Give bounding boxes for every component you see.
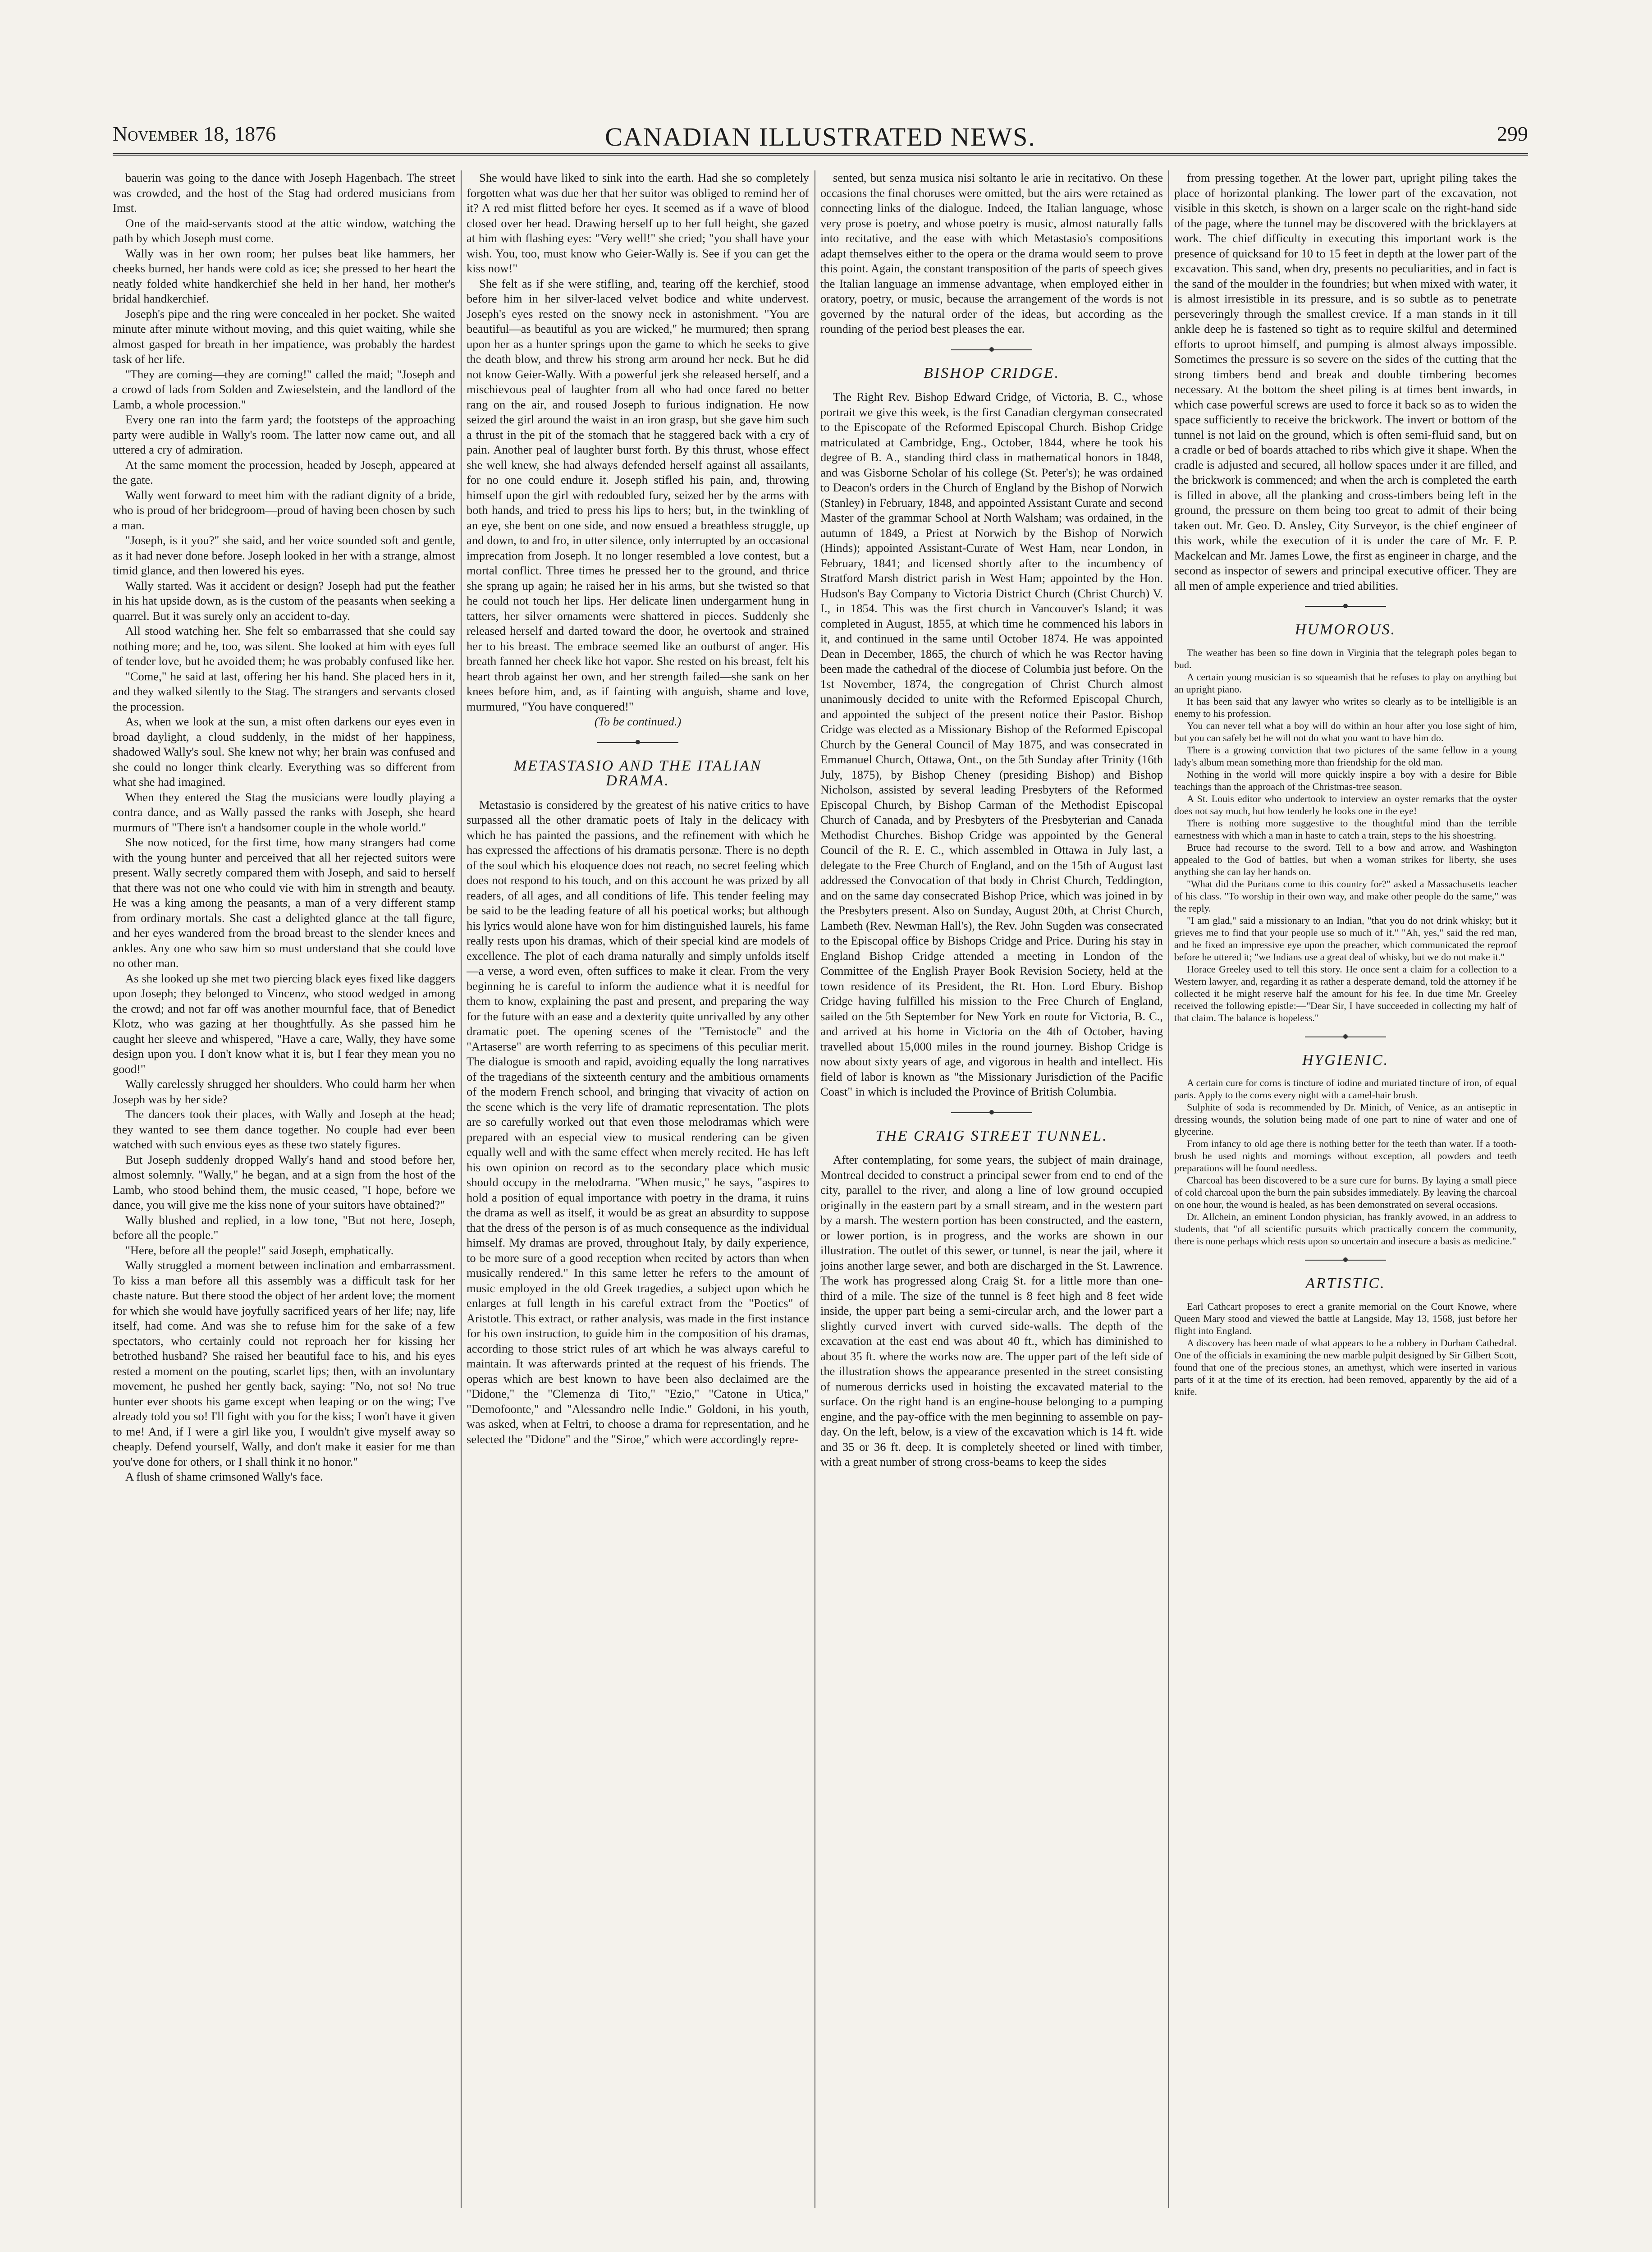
- paragraph: "They are coming—they are coming!" called the maid; "Joseph and a crowd of lads from Solden and Zwieselstein, and the landlord of the Lamb, a whole procession.": [113, 367, 455, 411]
- masthead: [113, 122, 1528, 156]
- article-bishop-cridge: [820, 390, 1163, 1100]
- paragraph: sented, but senza musica nisi soltanto le arie in recitativo. On these occasions the final choruses were omitted, but the airs were retained as connecting links of the dialogue. Indeed, the Italian language, whose very prose is poetry, and whose poetry is music, almost naturally falls into recitative, and the ease with which Metastasio's compositions adapt themselves either to the opera or the drama would seem to prove this point. Again, the constant transposition of the parts of speech gives the Italian language an immense advantage, when employed either in oratory, poetry, or music, because the arrangement of the words is not governed by the natural order of the ideas, but according as the rounding of the period best pleases the ear.: [820, 171, 1163, 335]
- section-divider: [951, 349, 1032, 350]
- paragraph: You can never tell what a boy will do within an hour after you lose sight of him, but you can safely bet he will not do what you want to have him do.: [1174, 720, 1517, 743]
- article-craig-street-tunnel: [820, 1152, 1163, 1470]
- section-divider: [1305, 606, 1386, 607]
- paragraph: As, when we look at the sun, a mist often darkens our eyes even in broad daylight, a cloud suddenly, in the midst of her happiness, shadowed Wally's soul. She knew not why; her brain was confused and she could no longer think clearly. Everything was so different from what she had imagined.: [113, 715, 455, 789]
- column-4: [1174, 170, 1517, 2208]
- section-divider: [951, 1112, 1032, 1113]
- paragraph: A certain cure for corns is tincture of iodine and muriated tincture of iron, of equal parts. Apply to the corns every night with a camel-hair brush.: [1174, 1077, 1517, 1101]
- paragraph: Dr. Allchein, an eminent London physician, has frankly avowed, in an address to students, that "of all scientific pursuits which practically concern the community, there is none perhaps which rests upon so uncertain and insecure a basis as medicine.": [1174, 1211, 1517, 1247]
- issue-date: November 18, 1876: [113, 122, 276, 145]
- paragraph: It has been said that any lawyer who writes so clearly as to be intelligible is an enemy to his profession.: [1174, 695, 1517, 719]
- article-metastasio-continued: [820, 170, 1163, 337]
- paragraph: All stood watching her. She felt so embarrassed that she could say nothing more; and he, too, was silent. She looked at him with eyes full of tender love, but he avoided them; he was probably confused like her.: [113, 624, 455, 668]
- paragraph: Wally blushed and replied, in a low tone, "But not here, Joseph, before all the people.": [113, 1213, 455, 1242]
- paragraph: Wally carelessly shrugged her shoulders. Who could harm her when Joseph was by her side?: [113, 1077, 455, 1106]
- paragraph: Joseph's pipe and the ring were concealed in her pocket. She waited minute after minute without moving, and this quiet waiting, while she almost gasped for breath in her impatience, was probably the hardest task of her life.: [113, 307, 455, 366]
- paragraph: At the same moment the procession, headed by Joseph, appeared at the gate.: [113, 458, 455, 486]
- section-hygienic: [1174, 1077, 1517, 1247]
- column-rule: [1168, 170, 1169, 2208]
- article-craig-street-tunnel-continued: [1174, 170, 1517, 593]
- heading-artistic: ARTISTIC.: [1305, 1275, 1386, 1292]
- paragraph: She now noticed, for the first time, how many strangers had come with the young hunter and perceived that all her rejected suitors were present. Wally secretly compared them with Joseph, and said to herself that there was not one who could vie with him in strength and beauty. He was a king among the peasants, a man of a very different stamp from ordinary mortals. She cast a delighted glance at the tall figure, and her eyes wandered from the broad breast to the slender knees and ankles. Any one who saw him so must understand that she could love no other man.: [113, 835, 455, 970]
- paragraph: A discovery has been made of what appears to be a robbery in Durham Cathedral. One of the officials in examining the new marble pulpit designed by Sir Gilbert Scott, found that one of the precious stones, an amethyst, which were inserted in various parts of it at the time of its erection, had been removed, apparently by the aid of a knife.: [1174, 1337, 1517, 1397]
- section-humorous: [1174, 647, 1517, 1024]
- paragraph: But Joseph suddenly dropped Wally's hand and stood before her, almost solemnly. "Wally," he began, and at a sign from the host of the Lamb, who stood behind them, the music ceased, "I hope, before we dance, you will give me the kiss none of your suitors have obtained?": [113, 1152, 455, 1211]
- paragraph: Wally went forward to meet him with the radiant dignity of a bride, who is proud of her bridegroom—proud of having been chosen by such a man.: [113, 488, 455, 532]
- paragraph: There is a growing conviction that two pictures of the same fellow in a young lady's album mean something more than friendship for the old man.: [1174, 744, 1517, 768]
- heading-bishop-cridge: BISHOP CRIDGE.: [924, 364, 1060, 381]
- paragraph: There is nothing more suggestive to the thoughtful mind than the terrible earnestness with which a man in haste to catch a train, steps to the his shoestring.: [1174, 817, 1517, 841]
- paragraph: The Right Rev. Bishop Edward Cridge, of Victoria, B. C., whose portrait we give this week, is the first Canadian clergyman consecrated to the Episcopate of the Reformed Episcopal Church. Bishop Cridge matriculated at Cambridge, Eng., October, 1844, where he took his degree of B. A., standing third class in mathematical honors in 1848, and was Gisborne Scholar of his college (St. Peter's); he was ordained to Deacon's orders in the Church of England by the Bishop of Norwich (Stanley) in February, 1848, and appointed Assistant Curate and second Master of the grammar School at North Walsham; was ordained, in the autumn of 1849, a Priest at Norwich by the Bishop of Norwich (Hinds); appointed Assistant-Curate of West Ham, near London, in February, 1841; and licensed shortly after to the incumbency of Stratford Marsh district parish in West Ham; appointed by the Hon. Hudson's Bay Company to Victoria District Church (Christ Church) V. I., in 1854. This was the first church in Vancouver's Island; it was completed in August, 1855, at which time he commenced his labors in it, and continued in the same until October 1874. He was appointed Dean in December, 1865, the church of which he was Rector having been made the cathedral of the diocese of Columbia just before. On the 1st November, 1874, the congregation of Christ Church almost unanimously decided to unite with the Reformed Episcopal Church, and appointed the subject of the present notice their Pastor. Bishop Cridge was elected as a Missionary Bishop of the Reformed Episcopal Church by the General Council of May 1875, and was consecrated in Emmanuel Church, Ottawa, Ont., on the 5th Sunday after Trinity (16th July, 1875), by Bishop Cheney (presiding Bishop) and Bishop Nicholson, assisted by several leading Presbyters of the Reformed Episcopal Church, by Bishop Carman of the Methodist Episcopal Church of Canada, and by Presbyters of the Presbyterian and Canada Methodist Churches. Bishop Cridge was appointed by the General Council of the R. E. C., which assembled in Ottawa in July last, a delegate to the Free Church of England, and on the 15th of August last addressed the Convocation of that body in Christ Church, Teddington, and on the same day consecrated Bishop Price, which was joined in by the Presbyters present. Also on Sunday, August 20th, at Christ Church, Lambeth (Rev. Newman Hall's), the Rev. John Sugden was consecrated to the Episcopal office by Bishops Cridge and Price. During his stay in England Bishop Cridge attended a meeting in London of the Committee of the English Prayer Book Revision Society, held at the town residence of its President, the Rt. Hon. Lord Ebury. Bishop Cridge having fulfilled his mission to the Free Church of England, sailed on the 5th September for New York en route for Victoria, B. C., and arrived at his home in Victoria on the 4th of October, having travelled about 15,000 miles in the round journey. Bishop Cridge is now about sixty years of age, and vigorous in health and intellect. His field of labor is known as "the Missionary Jurisdiction of the Pacific Coast" in which is included the Province of British Columbia.: [820, 390, 1163, 1098]
- column-rule: [461, 170, 462, 2208]
- paragraph: "I am glad," said a missionary to an Indian, "that you do not drink whisky; but it grieves me to find that your people use so much of it." "Ah, yes," said the red man, and he fixed an impressive eye upon the preacher, which communicated the reproof before he uttered it; "we Indians use a great deal of whisky, but we do not make it.": [1174, 914, 1517, 963]
- paragraph: Charcoal has been discovered to be a sure cure for burns. By laying a small piece of cold charcoal upon the burn the pain subsides immediately. By leaving the charcoal on one hour, the wound is healed, as has been demonstrated on several occasions.: [1174, 1174, 1517, 1210]
- paragraph: She felt as if she were stifling, and, tearing off the kerchief, stood before him in her silver-laced velvet bodice and white undervest. Joseph's eyes rested on the snowy neck in astonishment. "You are beautiful—as beautiful as you are wicked," he murmured; then sprang upon her as a hunter springs upon the game to which he seeks to give the death blow, and threw his strong arm around her neck. But he did not know Geier-Wally. With a powerful jerk she released herself, and a mischievous peal of laughter from all who had once fared no better rang on the air, and roused Joseph to furious indignation. He now seized the girl around the waist in an iron grasp, but she gave him such a thrust in the pit of the stomach that he staggered back with a cry of pain. Another peal of laughter burst forth. By this thrust, whose effect she well knew, she had always defended herself against all assailants, for no one could endure it. Joseph stifled his pain, and, throwing himself upon the girl with redoubled fury, seized her by the arms with both hands, and tried to press his lips to hers; but, in the twinkling of an eye, she bent on one side, and now ensued a breathless struggle, up and down, to and fro, in utter silence, only interrupted by an occasional imprecation from Joseph. It no longer resembled a love contest, but a mortal conflict. Three times he pressed her to the ground, and thrice she sprang up again; he raised her in his arms, but she twisted so that he could not touch her lips. Her delicate linen undergarment hung in tatters, her silver ornaments were shattered in pieces. Suddenly she released herself and darted toward the door, he overtook and strained her to his breast. The embrace seemed like an outburst of anger. His breath fanned her cheek like hot vapor. She rested on his breast, felt his heart throb against her own, and her strength failed—she sank on her knees before him, and, as if fainting with anguish, shame and love, murmured, "You have conquered!": [467, 276, 809, 713]
- paragraph: Nothing in the world will more quickly inspire a boy with a desire for Bible teachings than the approach of the Christmas-tree season.: [1174, 768, 1517, 792]
- section-divider: [1305, 1260, 1386, 1261]
- section-artistic: [1174, 1300, 1517, 1398]
- column-1: [113, 170, 455, 2208]
- paragraph: "What did the Puritans come to this country for?" asked a Massachusetts teacher of his class. "To worship in their own way, and make other people do the same," was the reply.: [1174, 878, 1517, 914]
- paragraph: Metastasio is considered by the greatest of his native critics to have surpassed all the other dramatic poets of Italy in the delicacy with which he has painted the passions, and the refinement with which he has expressed the affections of his dramatis personæ. There is no depth of the soul which his eloquence does not reach, no secret feeling which does not respond to his touch, and on this account he was prized by all readers, of all ages, and all conditions of life. This tender feeling may be said to be the leading feature of all his poetical works; but although his lyrics would alone have won for him distinguished laurels, his fame really rests upon his dramas, which of their special kind are models of excellence. The plot of each drama naturally and simply unfolds itself—a verse, a word even, often suffices to make it clear. From the very beginning he is careful to inform the audience what it is needful for them to know, explaining the past and present, and preparing the way for the future with an ease and a dexterity quite unrivalled by any other dramatic poet. The opening scenes of the "Temistocle" and the "Artaserse" are worth referring to as specimens of this peculiar merit. The dialogue is smooth and rapid, avoiding equally the long narratives of the tragedians of the sixteenth century and the ambitious ornaments of the modern French school, and bringing that vivacity of action on the scene which is the very life of dramatic representation. The plots are so carefully worked out that even those melodramas which were prepared with an especial view to musical rendering can be given equally well and with the same effect when merely recited. He has left his own opinion on record as to the secondary place which music should occupy in the melodrama. "When music," he says, "aspires to hold a position of equal importance with poetry in the drama, it ruins the drama as well as itself, it would be as great an absurdity to suppose that the dress of the person is of as much consequence as the individual himself. My dramas are proved, throughout Italy, by daily experience, to be more sure of a good reception when recited by actors than when musically rendered." In this same letter he refers to the amount of music employed in the old Greek tragedies, a subject upon which he enlarges at full length in his careful extract from the "Poetics" of Aristotle. This extract, or rather analysis, was made in the first instance for his own instruction, to guide him in the composition of his dramas, according to those strict rules of art which he was always careful to maintain. It was afterwards printed at the request of his friends. The operas which are best known to have been also declaimed are the "Didone," the "Clemenza di Tito," "Ezio," "Catone in Utica," "Demofoonte," and "Alessandro nelle Indie." Goldoni, in his youth, was asked, when at Feltri, to choose a drama for representation, and he selected the "Didone" and the "Siroe," which were accordingly repre-: [467, 798, 809, 1446]
- paragraph: Every one ran into the farm yard; the footsteps of the approaching party were audible in Wally's room. The latter now came out, and all uttered a cry of admiration.: [113, 413, 455, 456]
- heading-metastasio-line-2: DRAMA.: [606, 772, 670, 789]
- paragraph: As she looked up she met two piercing black eyes fixed like daggers upon Joseph; they belonged to Vincenz, who stood wedged in among the crowd; and not far off was another mournful face, that of Benedict Klotz, who was gazing at her thoughtfully. As she passed him he caught her sleeve and whispered, "Have a care, Wally, they have some design upon you. I don't know what it is, but I fear they mean you no good!": [113, 971, 455, 1076]
- story-geier-wally-part-a: [113, 170, 455, 1485]
- paragraph: Earl Cathcart proposes to erect a granite memorial on the Court Knowe, where Queen Mary stood and viewed the battle at Langside, May 13, 1568, just before her flight into England.: [1174, 1300, 1517, 1336]
- to-be-continued: (To be continued.): [594, 715, 682, 728]
- section-divider: [597, 742, 678, 743]
- paragraph: from pressing together. At the lower part, upright piling takes the place of horizontal planking. The lower part of the excavation, not visible in this sketch, is shown on a larger scale on the right-hand side of the page, where the tunnel may be discovered with the bricklayers at work. The chief difficulty in executing this important work is the presence of quicksand for 10 to 15 feet in depth at the lower part of the excavation. This sand, when dry, presents no peculiarities, and in fact is the sand of the moulder in the foundries; but when mixed with water, it is almost irresistible in its pressure, and is so subtle as to penetrate perseveringly through the smallest crevice. If a man stands in it till ankle deep he is fastened so tight as to require skilful and determined efforts to uproot himself, and pumping is almost always impossible. Sometimes the pressure is so severe on the sides of the cutting that the strong timbers bend and break and double timbering becomes necessary. At the bottom the sheet piling is at times bent inwards, in which case powerful screws are used to force it back so as to widen the space sufficiently to receive the brickwork. The invert or bottom of the tunnel is not laid on the ground, which is often semi-fluid sand, but on a cradle or bed of boards attached to ribs which give it shape. When the cradle is adjusted and secured, all hollow spaces under it are filled, and the brickwork is commenced; and when the arch is completed the earth is filled in above, all the planking and cross-timbers being left in the ground, the pressure on them being too great to admit of their being taken out. Mr. Geo. D. Ansley, City Surveyor, is the chief engineer of this work, while the execution of it is under the care of Mr. F. P. Mackelcan and Mr. James Lowe, the first as engineer in charge, and the second as inspector of sewers and principal executive officer. They are all men of ample experience and tried abilities.: [1174, 171, 1517, 592]
- paragraph: bauerin was going to the dance with Joseph Hagenbach. The street was crowded, and the host of the Stag had ordered musicians from Imst.: [113, 171, 455, 215]
- column-2: [467, 170, 809, 2208]
- column-3: [820, 170, 1163, 2208]
- paragraph: One of the maid-servants stood at the attic window, watching the path by which Joseph must come.: [113, 216, 455, 245]
- paragraph: Sulphite of soda is recommended by Dr. Minich, of Venice, as an antiseptic in dressing wounds, the solution being made of one part to nine of water and one of glycerine.: [1174, 1101, 1517, 1137]
- story-geier-wally-part-b: [467, 170, 809, 714]
- paragraph: "Joseph, is it you?" she said, and her voice sounded soft and gentle, as it had never done before. Joseph looked in her with a strange, almost timid glance, and then lowered his eyes.: [113, 533, 455, 577]
- paragraph: A St. Louis editor who undertook to interview an oyster remarks that the oyster does not say much, but how tenderly he looks one in the eye!: [1174, 793, 1517, 816]
- paragraph: Wally started. Was it accident or design? Joseph had put the feather in his hat upside down, as is the custom of the peasants when seeking a quarrel. But it was surely only an accident to-day.: [113, 578, 455, 623]
- paragraph: The dancers took their places, with Wally and Joseph at the head; they wanted to see them dance together. No couple had ever been watched with such envious eyes as these two stately figures.: [113, 1107, 455, 1151]
- paragraph: Horace Greeley used to tell this story. He once sent a claim for a collection to a Western lawyer, and, regarding it as rather a desperate demand, told the attorney if he collected it he might reserve half the amount for his fee. In due time Mr. Greeley received the following epistle:—"Dear Sir, I have succeeded in collecting my half of that claim. The balance is hopeless.": [1174, 963, 1517, 1023]
- paragraph: After contemplating, for some years, the subject of main drainage, Montreal decided to construct a principal sewer from end to end of the city, parallel to the river, and along a line of low ground occupied originally in the eastern part by a small stream, and in the western part by a marsh. The western portion has been constructed, and the eastern, or lower portion, is in progress, and the works are shown in our illustration. The outlet of this sewer, or tunnel, is near the jail, where it joins another large sewer, and both are discharged in the St. Lawrence. The work has progressed along Craig St. for a little more than one-third of a mile. The size of the tunnel is 8 feet high and 8 feet wide inside, the upper part being a semi-circular arch, and the lower part a slightly curved invert with curved side-walls. The depth of the excavation at the east end was about 40 ft., which has diminished to about 35 ft. where the works now are. The upper part of the left side of the illustration shows the appearance presented in the street consisting of numerous derricks used in hoisting the excavated material to the surface. On the right hand is an engine-house belonging to a pumping engine, and the pay-office with the men beginning to assemble on pay-day. On the left, below, is a view of the excavation which is 14 ft. wide and 35 or 36 ft. deep. It is completely sheeted or lined with timber, with a great number of strong cross-beams to keep the sides: [820, 1153, 1163, 1468]
- paragraph: From infancy to old age there is nothing better for the teeth than water. If a tooth-brush be used nights and mornings without exception, all powders and teeth preparations will be found needless.: [1174, 1138, 1517, 1174]
- paragraph: The weather has been so fine down in Virginia that the telegraph poles began to bud.: [1174, 647, 1517, 670]
- heading-craig-street-tunnel: THE CRAIG STREET TUNNEL.: [875, 1127, 1108, 1144]
- paragraph: She would have liked to sink into the earth. Had she so completely forgotten what was due her that her suitor was obliged to remind her of it? A red mist flitted before her eyes. It seemed as if a wave of blood closed over her head. Drawing herself up to her full height, she gazed at him with flashing eyes: "Very well!" she cried; "you shall have your wish. You, too, must know who Geier-Wally is. See if you can get the kiss now!": [467, 171, 809, 275]
- paragraph: Wally was in her own room; her pulses beat like hammers, her cheeks burned, her hands were cold as ice; she pressed to her heart the neatly folded white handkerchief she held in her hand, her mother's bridal handkerchief.: [113, 246, 455, 305]
- page-number: 299: [1497, 122, 1528, 145]
- heading-metastasio-line-1: METASTASIO AND THE ITALIAN: [513, 757, 762, 774]
- heading-metastasio: [467, 758, 809, 789]
- paragraph: When they entered the Stag the musicians were loudly playing a contra dance, and as Wally passed the ranks with Joseph, she heard murmurs of "There isn't a handsomer couple in the whole world.": [113, 790, 455, 834]
- heading-humorous: HUMOROUS.: [1295, 621, 1396, 638]
- paragraph: "Come," he said at last, offering her his hand. She placed hers in it, and they walked silently to the Stag. The strangers and servants closed the procession.: [113, 669, 455, 713]
- paragraph: A flush of shame crimsoned Wally's face.: [125, 1470, 323, 1483]
- article-metastasio: [467, 798, 809, 1447]
- newspaper-title: CANADIAN ILLUSTRATED NEWS.: [605, 122, 1036, 151]
- heading-hygienic: HYGIENIC.: [1302, 1051, 1389, 1069]
- paragraph: A certain young musician is so squeamish that he refuses to play on anything but an upright piano.: [1174, 671, 1517, 695]
- paragraph: Wally struggled a moment between inclination and embarrassment. To kiss a man before all this assembly was a difficult task for her chaste nature. But there stood the object of her ardent love; the moment for which she would have joyfully sacrificed years of her life; nay, life itself, had come. And was she to refuse him for the sake of a few spectators, who certainly could not reproach her for kissing her betrothed husband? She raised her beautiful face to his, and his eyes rested a moment on the pouting, scarlet lips; then, with an involuntary movement, he pushed her gently back, saying: "No, not so! No true hunter ever shoots his game except when leaping or on the wing; I've already told you so! I'll fight with you for the kiss; I won't have it given to me! And, if I were a girl like you, I wouldn't give myself away so cheaply. Defend yourself, Wally, and don't make it easier for me than you've done for others, or I shall think it no honor.": [113, 1258, 455, 1468]
- paragraph: "Here, before all the people!" said Joseph, emphatically.: [125, 1243, 394, 1257]
- paragraph: Bruce had recourse to the sword. Tell to a bow and arrow, and Washington appealed to the God of battles, but when a woman strikes for liberty, she uses anything she can lay her hands on.: [1174, 841, 1517, 877]
